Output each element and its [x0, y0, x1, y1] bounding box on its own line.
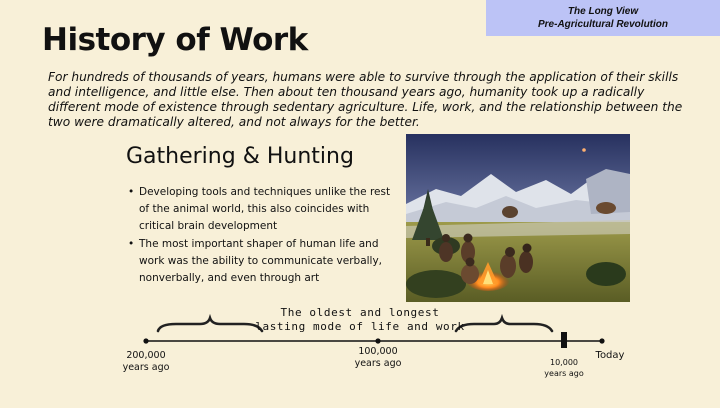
timeline-caption [250, 306, 470, 334]
timeline-label-today: Today [595, 350, 625, 361]
left-brace [158, 318, 262, 331]
timeline-label-100k [344, 346, 412, 370]
corner-tag-line2: Pre-Agricultural Revolution [537, 19, 668, 30]
timeline-point-100k [375, 338, 380, 343]
timeline-caption-line1: The oldest and longest [280, 306, 440, 319]
timeline-label-10k-value: 10,000 [550, 358, 578, 367]
timeline-label-100k-value: 100,000 [358, 346, 398, 357]
section-title: Gathering & Hunting [126, 144, 354, 169]
slide-title: History of Work [42, 22, 308, 58]
right-brace [456, 318, 552, 331]
intro-paragraph: For hundreds of thousands of years, humans were able to survive through the application of their skills and intelligence, and little else. Then about ten thousand years ago, humanity took up a radically different mode of existence through sedentary agriculture. Life, work, and the relationship between the two were dramatically altered, and not always for the better. [48, 70, 683, 129]
timeline-label-200k-value: 200,000 [126, 350, 166, 361]
corner-tag-line1: The Long View [567, 6, 639, 17]
timeline-label-200k [112, 350, 180, 374]
bullet-item: • Developing tools and techniques unlike the rest of the animal world, this also coincides with critical brain development [128, 184, 396, 235]
timeline-label-200k-unit: years ago [122, 362, 170, 373]
timeline-point-today [599, 338, 604, 343]
timeline-label-10k [536, 357, 592, 379]
bullet-item: • The most important shaper of human life and work was the ability to communicate verbally, nonverbally, and even through art [128, 236, 396, 287]
timeline-point-200k [143, 338, 148, 343]
timeline-label-10k-unit: years ago [544, 369, 584, 378]
timeline-caption-line2: lasting mode of life and work [255, 320, 465, 333]
timeline-marker-10k [561, 332, 567, 348]
timeline-label-100k-unit: years ago [354, 358, 402, 369]
